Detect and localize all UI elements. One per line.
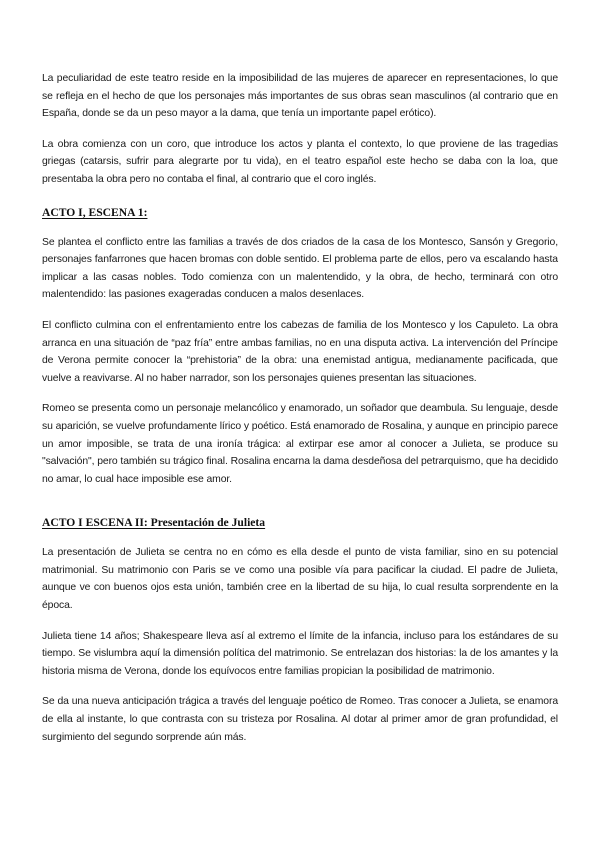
intro-paragraph-1: La peculiaridad de este teatro reside en la imposibilidad de las mujeres de aparecer en representaciones, lo que se refleja en el hecho de que los personajes más importantes de sus obras sean masculinos (al contrario que en España, donde se da un peso mayor a la dama, que tenía un importante papel erótico). (42, 73, 558, 120)
act1-heading: ACTO I, ESCENA 1: (42, 205, 148, 219)
act2-paragraph-1: La presentación de Julieta se centra no en cómo es ella desde el punto de vista familiar, sino en su potencial matrimonial. Su matrimonio con Paris se ve como una posible vía para pacificar la ciudad. El padre de Julieta, aunque ve con buenos ojos esta unión, también cree en la libertad de su hija, lo cual resulta sorprendente en la época. (42, 547, 558, 612)
act1-paragraph-1: Se plantea el conflicto entre las familias a través de dos criados de la casa de los Montesco, Sansón y Gregorio, personajes fanfarrones que hacen bromas con doble sentido. El problema parte de ellos, pero va escalando hasta implicar a las casas nobles. Todo comienza con un malentendido, y la obra, de hecho, terminará con otro malentendido: las pasiones exageradas conducen a malos desenlaces. (42, 236, 558, 301)
intro-paragraph-2: La obra comienza con un coro, que introduce los actos y planta el contexto, lo que proviene de las tragedias griegas (catarsis, sufrir para alegrarte por tu vida), en el teatro español este hecho se daba con la loa, que presentaba la obra pero no contaba el final, al contrario que el coro inglés. (42, 138, 558, 185)
act1-paragraph-3: Romeo se presenta como un personaje melancólico y enamorado, un soñador que deambula. Su lenguaje, desde su aparición, se vuelve profundamente lírico y poético. Está enamorado de Rosalina, y aunque en principio parece un amor imposible, se trata de una ironía trágica: al extirpar ese amor al conocer a Julieta, se produce su "salvación", pero también su trágico final. Rosalina encarna la dama desdeñosa del petrarquismo, que ha decidido no amar, lo cual hace imposible ese amor. (42, 403, 558, 485)
act2-paragraph-2: Julieta tiene 14 años; Shakespeare lleva así al extremo el límite de la infancia, incluso para los estándares de su tiempo. Se vislumbra aquí la dimensión política del matrimonio. Se entrelazan dos historias: la de los amantes y la historia misma de Verona, donde los equívocos entre familias propician la posibilidad de matrimonio. (42, 630, 558, 677)
act1-paragraph-2: El conflicto culmina con el enfrentamiento entre los cabezas de familia de los Montesco y los Capuleto. La obra arranca en una situación de “paz fría” entre ambas familias, no en una disputa activa. La intervención del Príncipe de Verona permite conocer la “prehistoria” de la obra: una enemistad antigua, medianamente pacificada, que vuelve a reavivarse. Al no haber narrador, son los personajes quienes presentan las situaciones. (42, 319, 558, 384)
act2-paragraph-3: Se da una nueva anticipación trágica a través del lenguaje poético de Romeo. Tras conocer a Julieta, se enamora de ella al instante, lo que contrasta con su tristeza por Rosalina. Al dotar al primer amor de gran profundidad, el surgimiento del segundo sorprende aún más. (42, 696, 558, 743)
act2-heading: ACTO I ESCENA II: Presentación de Julieta (42, 516, 266, 530)
